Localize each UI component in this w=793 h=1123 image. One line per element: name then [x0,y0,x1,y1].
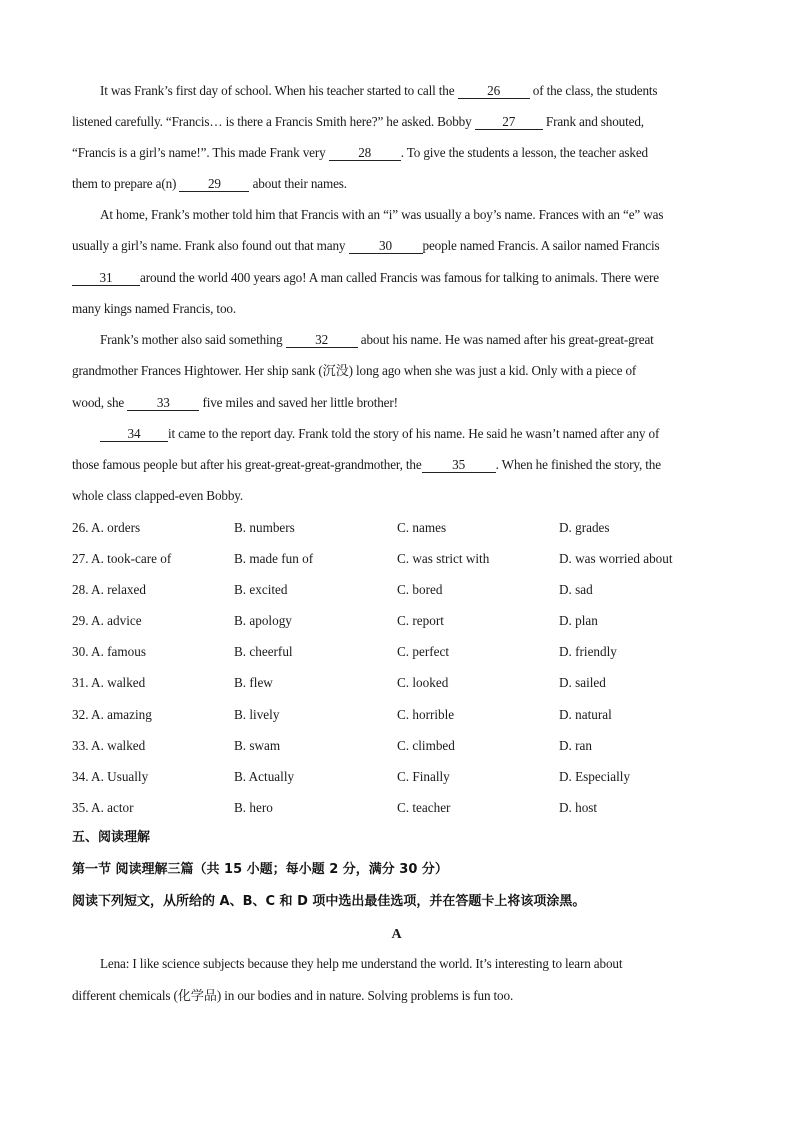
question-26-options [72,519,752,537]
passage-text: Frank’s mother also said something [100,332,283,347]
option-d[interactable]: D. sad [559,582,593,597]
option-c[interactable]: C. climbed [397,738,455,753]
option-a[interactable]: 27. A. took-care of [72,551,172,566]
section-instruction: 阅读下列短文，从所给的 A、B、C 和 D 项中选出最佳选项，并在答题卡上将该项涂黑。 [72,894,586,909]
option-b[interactable]: B. apology [234,613,292,628]
blank-26[interactable]: 26 [458,83,530,99]
passage-text: about his name. He was named after his great-great-great [360,332,654,347]
blank-35[interactable]: 35 [422,457,496,473]
option-c[interactable]: C. horrible [397,707,455,722]
passage-line [100,331,750,349]
option-d[interactable]: D. sailed [559,675,606,690]
question-27-options [72,550,752,568]
option-b[interactable]: B. cheerful [234,644,293,659]
passage-text: . When he finished the story, the [495,457,661,472]
option-c[interactable]: C. Finally [397,769,450,784]
option-d[interactable]: D. friendly [559,644,617,659]
question-32-options [72,706,752,724]
passage-letter: A [391,927,402,942]
option-c[interactable]: C. report [397,613,444,628]
passage-text: them to prepare a(n) [72,176,177,191]
option-d[interactable]: D. host [559,800,598,815]
passage-text: Lena: I like science subjects because they help me understand the world. It’s interesting to learn about [100,956,623,971]
option-a[interactable]: 35. A. actor [72,800,134,815]
passage-line [72,269,722,287]
option-b[interactable]: B. numbers [234,520,295,535]
option-c[interactable]: C. teacher [397,800,451,815]
option-b[interactable]: B. excited [234,582,288,597]
passage-line [72,362,722,380]
passage-text: whole class clapped-even Bobby. [72,488,244,503]
passage-line [72,487,722,505]
blank-32[interactable]: 32 [286,332,358,348]
passage-text: “Francis is a girl’s name!”. This made Frank very [72,145,326,160]
passage-text: It was Frank’s first day of school. When his teacher started to call the [100,83,455,98]
section-subtitle: 第一节 阅读理解三篇（共 15 小题；每小题 2 分，满分 30 分） [72,862,448,877]
question-34-options [72,768,752,786]
option-d[interactable]: D. grades [559,520,610,535]
option-b[interactable]: B. swam [234,738,281,753]
passage-line [72,237,722,255]
option-a[interactable]: 34. A. Usually [72,769,149,784]
question-30-options [72,643,752,661]
blank-30[interactable]: 30 [349,238,423,254]
option-c[interactable]: C. looked [397,675,449,690]
option-c[interactable]: C. perfect [397,644,449,659]
passage-text: about their names. [252,176,347,191]
passage-line [72,300,722,318]
passage-text: around the world 400 years ago! A man called Francis was famous for talking to animals. There were [140,270,659,285]
option-d[interactable]: D. ran [559,738,592,753]
blank-29[interactable]: 29 [179,176,249,192]
passage-text: people named Francis. A sailor named Francis [422,238,660,253]
option-d[interactable]: D. Especially [559,769,631,784]
passage-text: usually a girl’s name. Frank also found out that many [72,238,346,253]
section-title: 五、阅读理解 [72,830,151,845]
passage-line [100,425,750,443]
option-c[interactable]: C. was strict with [397,551,490,566]
passage-text: those famous people but after his great-great-great-grandmother, the [72,457,422,472]
passage-text: listened carefully. “Francis… is there a Francis Smith here?” he asked. Bobby [72,114,472,129]
option-a[interactable]: 29. A. advice [72,613,142,628]
blank-31[interactable]: 31 [72,270,140,286]
option-c[interactable]: C. bored [397,582,443,597]
passage-text: wood, she [72,395,125,410]
option-a[interactable]: 31. A. walked [72,675,146,690]
blank-28[interactable]: 28 [329,145,401,161]
option-b[interactable]: B. Actually [234,769,295,784]
passage-text: different chemicals (化学品) in our bodies and in nature. Solving problems is fun too. [72,988,514,1003]
question-33-options [72,737,752,755]
passage-text: of the class, the students [532,83,658,98]
passage-line [72,113,722,131]
option-d[interactable]: D. natural [559,707,612,722]
passage-text: it came to the report day. Frank told the story of his name. He said he wasn’t named after any of [168,426,660,441]
question-35-options [72,799,752,817]
blank-34[interactable]: 34 [100,426,168,442]
option-b[interactable]: B. lively [234,707,280,722]
passage-line [72,175,722,193]
option-a[interactable]: 30. A. famous [72,644,146,659]
passage-text: five miles and saved her little brother! [202,395,398,410]
passage-line [72,394,722,412]
passage-line [100,955,750,973]
option-a[interactable]: 28. A. relaxed [72,582,146,597]
passage-line [72,144,722,162]
blank-27[interactable]: 27 [475,114,543,130]
option-b[interactable]: B. flew [234,675,273,690]
question-28-options [72,581,752,599]
option-a[interactable]: 33. A. walked [72,738,146,753]
question-29-options [72,612,752,630]
option-a[interactable]: 32. A. amazing [72,707,152,722]
passage-line [100,82,750,100]
option-d[interactable]: D. was worried about [559,551,673,566]
passage-text: At home, Frank’s mother told him that Francis with an “i” was usually a boy’s name. Frances with an “e” was [100,207,664,222]
option-b[interactable]: B. made fun of [234,551,314,566]
option-c[interactable]: C. names [397,520,447,535]
passage-text: Frank and shouted, [545,114,644,129]
blank-33[interactable]: 33 [127,395,199,411]
option-d[interactable]: D. plan [559,613,598,628]
passage-text: . To give the students a lesson, the teacher asked [400,145,649,160]
passage-text: grandmother Frances Hightower. Her ship sank (沉没) long ago when she was just a kid. Only with a piece of [72,363,637,378]
question-31-options [72,674,752,692]
option-a[interactable]: 26. A. orders [72,520,141,535]
option-b[interactable]: B. hero [234,800,273,815]
passage-text: many kings named Francis, too. [72,301,236,316]
passage-line [72,987,722,1005]
passage-line [72,456,722,474]
passage-line [100,206,750,224]
